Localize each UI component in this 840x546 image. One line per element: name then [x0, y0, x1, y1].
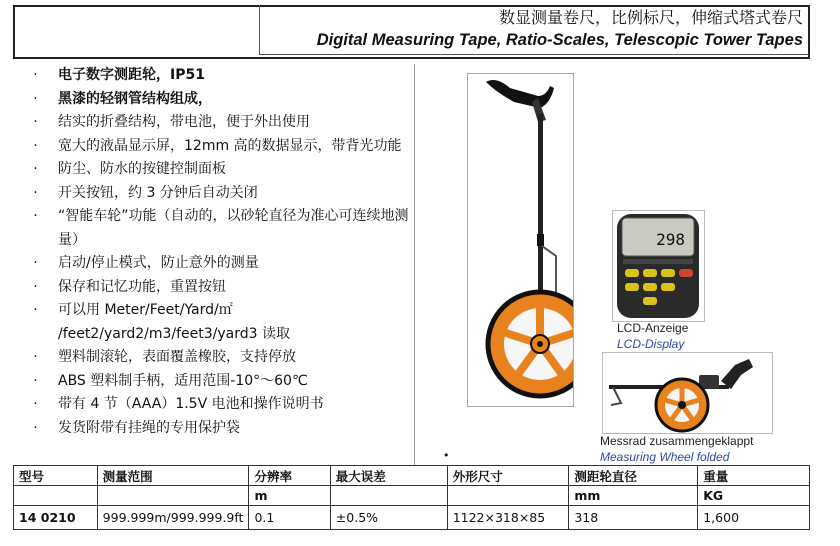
- unit-cell: [97, 486, 249, 506]
- bullet-icon: ·: [33, 302, 38, 318]
- unit-cell: KG: [698, 486, 810, 506]
- feature-item: · 带有 4 节（AAA）1.5V 电池和操作说明书: [13, 393, 414, 417]
- bullet-icon: ·: [33, 161, 38, 177]
- title-chinese: 数显测量卷尺，比例标尺，伸缩式塔式卷尺: [498, 8, 803, 27]
- bullet-icon: ·: [33, 255, 38, 271]
- cell-model: 14 0210: [14, 506, 98, 530]
- spec-table: [13, 465, 810, 530]
- measuring-wheel-icon: [468, 74, 573, 406]
- folded-wheel-image: [602, 352, 773, 434]
- header-wheel-diameter: 测距轮直径: [569, 466, 698, 486]
- feature-item: · 防尘、防水的按键控制面板: [13, 158, 414, 182]
- bullet-icon: ·: [33, 208, 38, 224]
- bullet-icon: ·: [33, 396, 38, 412]
- bullet-icon: ·: [33, 90, 38, 107]
- table-units-row: [14, 486, 810, 506]
- lcd-reading: 298: [656, 230, 685, 249]
- feature-item: · ABS 塑料制手柄，适用范围-10°～60℃: [13, 370, 414, 394]
- fold-caption-en: Measuring Wheel folded: [600, 450, 730, 464]
- cell-resolution: 0.1: [249, 506, 330, 530]
- lcd-counter-icon: [613, 211, 704, 321]
- title-block: [259, 5, 809, 55]
- feature-item: · 启动/停止模式，防止意外的测量: [13, 252, 414, 276]
- folded-wheel-icon: [603, 353, 772, 433]
- bullet-icon: ·: [33, 67, 38, 83]
- header-resolution: 分辨率: [249, 466, 330, 486]
- feature-item: · 保存和记忆功能，重置按钮: [13, 276, 414, 300]
- bullet-icon: ·: [33, 372, 38, 389]
- table-header-row: [14, 466, 810, 486]
- table-row: [14, 506, 810, 530]
- fold-caption-de: Messrad zusammengeklappt: [600, 434, 754, 448]
- title-english: Digital Measuring Tape, Ratio-Scales, Telescopic Tower Tapes: [316, 31, 803, 49]
- bullet-icon: ·: [33, 278, 38, 295]
- feature-item: · 开关按钮，约 3 分钟后自动关闭: [13, 182, 414, 206]
- unit-cell: mm: [569, 486, 698, 506]
- header-model: 型号: [14, 466, 98, 486]
- cell-dimensions: 1122×318×85: [447, 506, 569, 530]
- bullet-icon: ·: [33, 184, 38, 201]
- feature-item: · 电子数字测距轮，IP51: [13, 64, 414, 88]
- bullet-icon: ·: [33, 419, 38, 436]
- bullet-icon: ·: [33, 137, 38, 154]
- unit-cell: [447, 486, 569, 506]
- cell-range: 999.999m/999.999.9ft: [97, 506, 249, 530]
- header-max-error: 最大误差: [330, 466, 447, 486]
- cell-weight: 1,600: [698, 506, 810, 530]
- unit-cell: m: [249, 486, 330, 506]
- lcd-caption-de: LCD-Anzeige: [617, 321, 689, 335]
- feature-item: · 黑漆的轻钢管结构组成，: [13, 88, 414, 112]
- stray-mark: •: [443, 449, 450, 462]
- feature-item: · 可以用 Meter/Feet/Yard/㎡ /feet2/yard2/m3/feet3/yard3 读取: [13, 299, 414, 346]
- feature-item: · 发货附带有挂绳的专用保护袋: [13, 417, 414, 441]
- lcd-display-image: [612, 210, 705, 322]
- feature-item: · 塑料制滚轮，表面覆盖橡胶，支持停放: [13, 346, 414, 370]
- feature-item: · “智能车轮”功能（自动的，以砂轮直径为准心可连续地测量）: [13, 205, 414, 252]
- feature-item: · 宽大的液晶显示屏，12mm 高的数据显示，带背光功能: [13, 135, 414, 159]
- cell-wheel-diameter: 318: [569, 506, 698, 530]
- cell-max-error: ±0.5%: [330, 506, 447, 530]
- bullet-icon: ·: [33, 349, 38, 365]
- measuring-wheel-image: [467, 73, 574, 407]
- feature-item: · 结实的折叠结构，带电池，便于外出使用: [13, 111, 414, 135]
- unit-cell: [330, 486, 447, 506]
- header-range: 测量范围: [97, 466, 249, 486]
- header-weight: 重量: [698, 466, 810, 486]
- bullet-icon: ·: [33, 114, 38, 130]
- header-dimensions: 外形尺寸: [447, 466, 569, 486]
- feature-list: [13, 64, 415, 466]
- unit-cell: [14, 486, 98, 506]
- lcd-caption-en: LCD-Display: [617, 337, 685, 351]
